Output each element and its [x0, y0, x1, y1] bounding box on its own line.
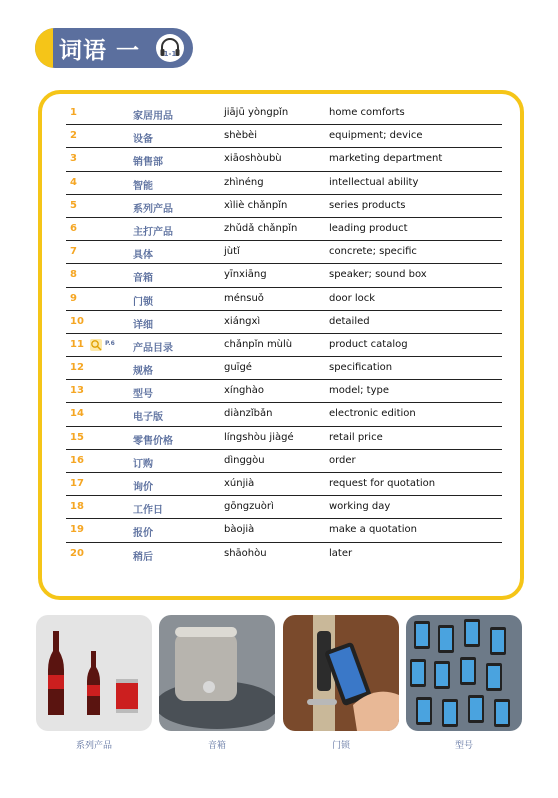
vocab-number: 14 [70, 408, 84, 420]
door-lock-photo [283, 615, 399, 731]
vocab-number: 6 [70, 222, 77, 234]
vocab-pinyin: diànzǐbǎn [224, 408, 273, 420]
vocab-hanzi: 询价 [133, 482, 153, 493]
vocab-english: detailed [329, 315, 370, 327]
vocab-english: speaker; sound box [329, 269, 427, 281]
vocab-english: specification [329, 362, 393, 374]
vocab-pinyin: língshòu jiàgé [224, 431, 294, 443]
vocab-pinyin: xúnjià [224, 478, 255, 489]
photo-caption-speaker: 音箱 [207, 741, 226, 751]
vocab-hanzi: 家居用品 [133, 111, 173, 122]
vocab-row [66, 195, 502, 218]
audio-track-number: 1-1 [163, 50, 177, 58]
vocab-hanzi: 具体 [133, 250, 153, 262]
photo-caption-model: 型号 [454, 741, 473, 751]
vocab-pinyin: yīnxiāng [224, 269, 267, 281]
vocab-number: 17 [70, 478, 84, 489]
vocab-number: 12 [70, 362, 84, 374]
vocab-hanzi: 系列产品 [133, 203, 173, 215]
vocab-row [66, 148, 502, 171]
vocab-row [66, 102, 502, 125]
vocab-hanzi: 产品目录 [133, 342, 173, 354]
vocab-english: home comforts [329, 107, 405, 118]
vocab-english: electronic edition [329, 408, 416, 420]
vocab-pinyin: zhìnéng [224, 176, 264, 188]
vocab-row [66, 241, 502, 264]
vocab-english: working day [329, 501, 391, 513]
vocab-pinyin: xínghào [224, 385, 264, 397]
vocab-number: 15 [70, 431, 84, 443]
vocab-english: marketing department [329, 153, 443, 165]
vocab-pinyin: shèbèi [224, 130, 257, 142]
vocab-row [66, 403, 502, 426]
vocab-english: model; type [329, 385, 390, 397]
vocab-number: 7 [70, 246, 77, 258]
photo-caption-door-lock: 门锁 [331, 741, 350, 751]
vocab-number: 13 [70, 385, 84, 397]
vocab-pinyin: shāohòu [224, 547, 267, 559]
vocab-hanzi: 音箱 [133, 273, 153, 285]
vocab-number: 1 [70, 107, 77, 118]
vocab-row [66, 288, 502, 311]
vocab-english: product catalog [329, 338, 408, 350]
vocab-hanzi: 门锁 [133, 296, 153, 308]
page-reference: P.6 [105, 339, 115, 347]
vocab-row [66, 427, 502, 450]
vocabulary-card [38, 90, 524, 600]
vocab-row [66, 311, 502, 334]
speaker-photo [159, 615, 275, 731]
vocab-row [66, 357, 502, 380]
vocab-pinyin: xiángxì [224, 315, 261, 327]
vocab-hanzi: 工作日 [133, 505, 163, 517]
phone-models-photo [406, 615, 522, 731]
vocab-pinyin: gōngzuòrì [224, 501, 274, 513]
photo-caption-series-products: 系列产品 [75, 741, 112, 751]
vocab-hanzi: 报价 [133, 528, 153, 540]
vocab-number: 3 [70, 153, 77, 165]
cola-products-photo [36, 615, 152, 731]
vocab-row [66, 496, 502, 519]
vocab-row [66, 543, 502, 565]
vocab-pinyin: jiājū yòngpǐn [224, 107, 289, 118]
vocab-number: 8 [70, 269, 77, 281]
vocabulary-table [66, 102, 502, 565]
vocab-hanzi: 零售价格 [133, 435, 173, 447]
audio-track-button[interactable] [156, 34, 184, 62]
vocab-number: 16 [70, 454, 84, 466]
title-accent [35, 28, 53, 68]
vocab-number: 9 [70, 292, 77, 304]
vocab-english: intellectual ability [329, 176, 419, 188]
vocab-english: request for quotation [329, 478, 436, 489]
vocab-row [66, 172, 502, 195]
vocab-pinyin: chǎnpǐn mùlù [224, 338, 293, 350]
vocab-english: leading product [329, 222, 408, 234]
vocab-english: equipment; device [329, 130, 423, 142]
vocab-number: 4 [70, 176, 77, 188]
vocab-pinyin: bàojià [224, 524, 255, 536]
vocab-number: 5 [70, 199, 77, 211]
vocab-english: later [329, 547, 353, 559]
vocab-hanzi: 详细 [133, 319, 153, 331]
vocab-number: 10 [70, 315, 84, 327]
vocab-hanzi: 智能 [133, 180, 153, 192]
vocab-number: 2 [70, 130, 77, 142]
vocab-english: retail price [329, 431, 383, 443]
vocab-row [66, 380, 502, 403]
magnifier-icon [89, 337, 104, 352]
vocab-row [66, 473, 502, 496]
vocab-english: series products [329, 199, 406, 211]
vocab-number: 20 [70, 547, 84, 559]
page-reference-link[interactable] [89, 337, 119, 353]
vocab-row [66, 519, 502, 542]
vocab-row [66, 218, 502, 241]
vocab-hanzi: 稍后 [133, 551, 153, 563]
vocab-english: concrete; specific [329, 246, 417, 258]
vocab-pinyin: xìliè chǎnpǐn [224, 199, 288, 211]
vocab-hanzi: 主打产品 [133, 226, 173, 238]
vocab-number: 11 [70, 338, 84, 350]
vocab-english: door lock [329, 292, 376, 304]
section-title: 词语 一 [59, 38, 141, 64]
vocab-pinyin: xiāoshòubù [224, 153, 282, 165]
vocab-hanzi: 规格 [133, 366, 153, 378]
vocab-pinyin: dìnggòu [224, 454, 265, 466]
vocab-hanzi: 型号 [133, 389, 153, 401]
vocab-pinyin: ménsuǒ [224, 292, 264, 304]
vocab-number: 18 [70, 501, 84, 513]
vocab-row [66, 334, 502, 357]
vocab-hanzi: 订购 [133, 458, 153, 470]
vocab-hanzi: 设备 [133, 134, 153, 146]
vocab-hanzi: 电子版 [133, 412, 163, 424]
vocab-pinyin: guīgé [224, 362, 252, 374]
vocab-number: 19 [70, 524, 84, 536]
vocab-row [66, 125, 502, 148]
vocab-pinyin: jùtǐ [224, 246, 240, 258]
vocab-row [66, 450, 502, 473]
vocab-english: order [329, 454, 356, 466]
vocab-english: make a quotation [329, 524, 417, 536]
vocab-pinyin: zhǔdǎ chǎnpǐn [224, 222, 298, 234]
vocab-hanzi: 销售部 [133, 157, 163, 169]
vocab-row [66, 264, 502, 287]
